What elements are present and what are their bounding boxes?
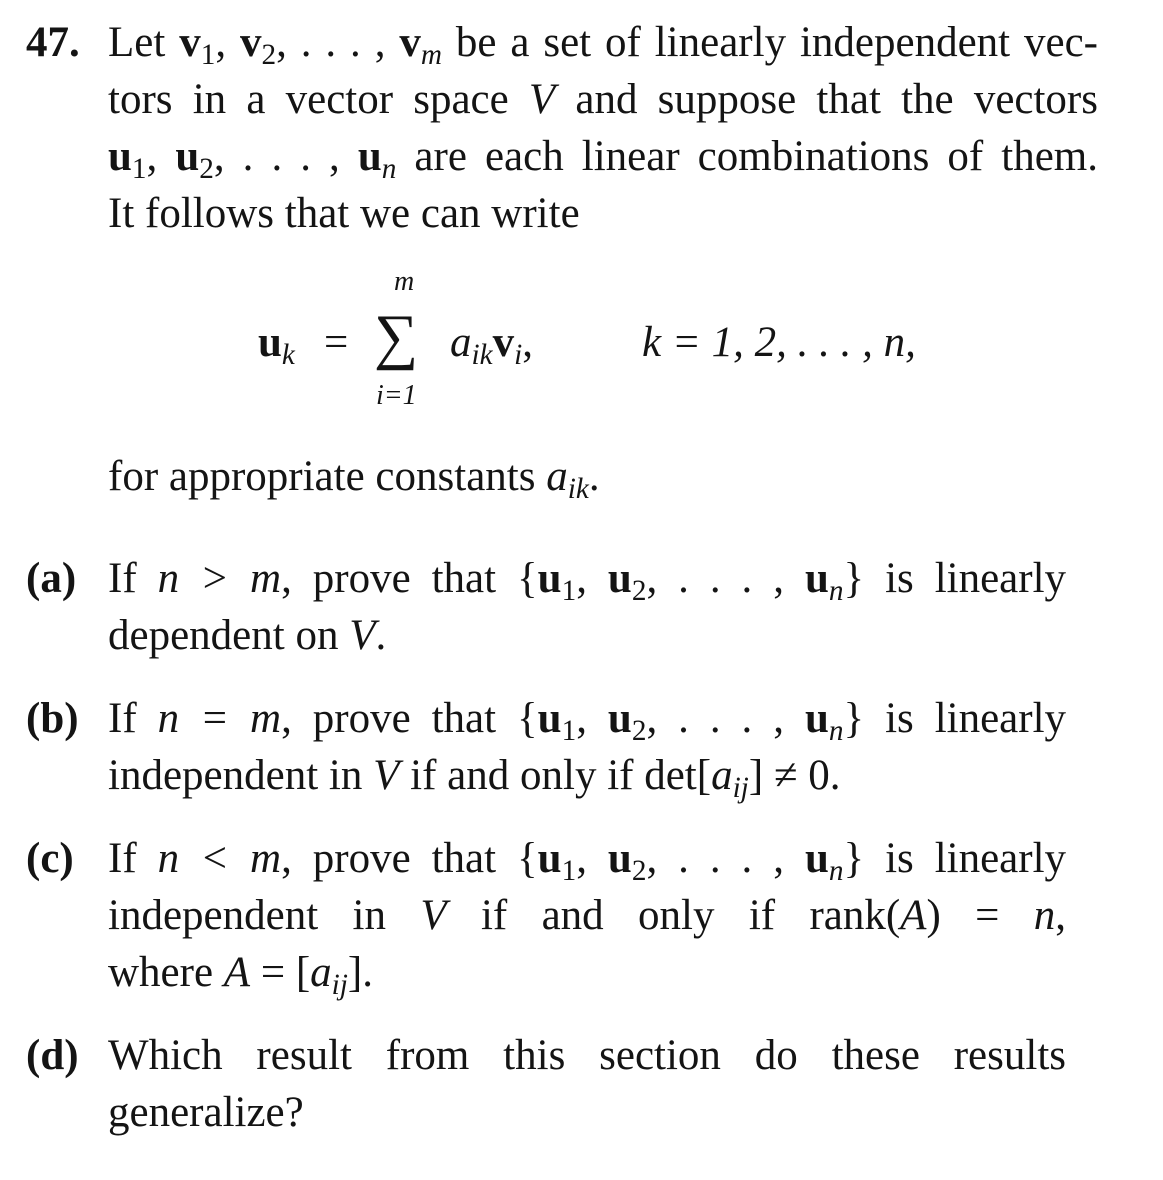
problem-intro [108, 14, 1098, 242]
summand: $a_{ik}v_i$ , [450, 319, 533, 372]
equation-range: k = 1, 2, . . . , n, [642, 319, 916, 366]
summation-sign: ∑ [374, 303, 419, 371]
part-d-text: Which result from this section do these results generalize? [108, 1032, 1066, 1136]
part-d-label: (d) [26, 1032, 79, 1079]
part-b-label: (b) [26, 695, 79, 742]
sum-upper-limit: m [394, 266, 415, 297]
part-b-text: If n = m, prove that {$u_1$, $u_2$, . . . , $u_n$} is linearly independent in V if and only if $\det[a_{ij}] \ne 0$. [108, 695, 1067, 805]
equation-equals: = [324, 319, 349, 366]
display-equation [258, 262, 1018, 422]
part-a-label: (a) [26, 555, 77, 602]
intro-line-2: tors in a vector space V and suppose that the vectors [108, 76, 1098, 123]
part-a-text: If n > m, prove that {$u_1$, $u_2$, . . . , $u_n$} is linearly dependent on V. [108, 555, 1067, 659]
sum-lower-limit: i=1 [376, 380, 417, 411]
intro-line-3: $u_1$, $u_2$, . . . , $u_n$ are each linear combinations of them. [108, 133, 1099, 186]
equation-lhs: $u_k$ [258, 319, 295, 372]
intro-line-1: Let $v_1$, $v_2$, . . . , $v_m$ be a set of linearly independent vec- [108, 19, 1099, 72]
part-c-text: If n < m, prove that {$u_1$, $u_2$, . . . , $u_n$} is linearly independent in V if and only if rank(A) = n, where $A = [a_{ij}]$. [108, 835, 1067, 1002]
problem-number: 47. [26, 19, 80, 66]
part-c-label: (c) [26, 835, 74, 882]
intro-line-4: It follows that we can write [108, 190, 580, 237]
after-equation-text: for appropriate constants $a_{ik}$. [108, 453, 600, 506]
